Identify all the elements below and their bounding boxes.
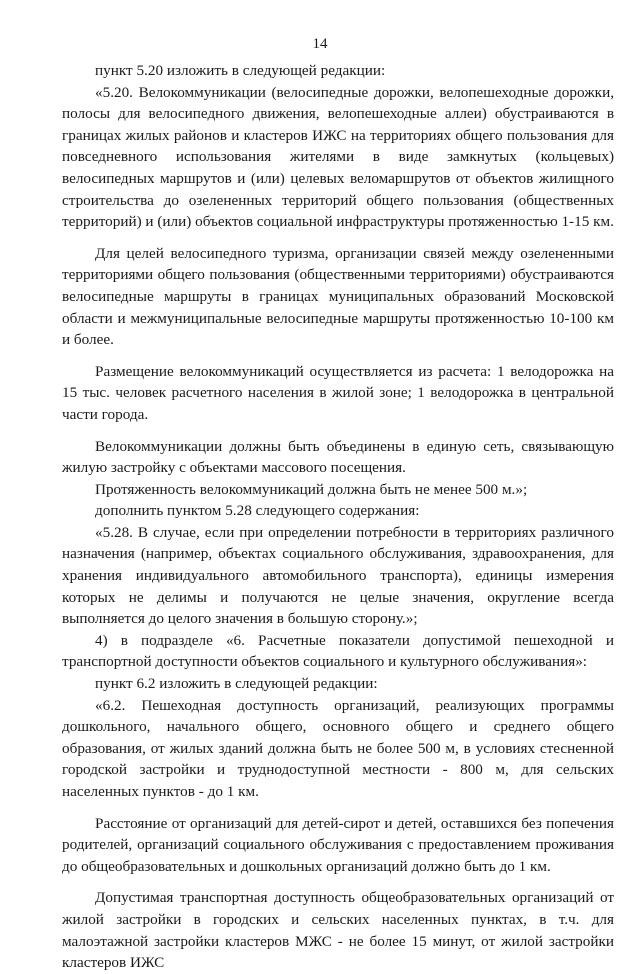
paragraph-intro-6-2: пункт 6.2 изложить в следующей редакции: — [95, 675, 378, 693]
paragraph-length: Протяженность велокоммуникаций должна быть не менее 500 м.»; — [95, 480, 528, 498]
page-number: 14 — [312, 36, 328, 52]
paragraph-5-28-text: «5.28. В случае, если при определении потребности в территориях различного назначения (например, объектах социального обслуживания, здравоохранения, для хранения индивидуального автомобильного транспорта), единицы измерения которых не делимы и получаются не целые значения, округление всегда выполняется до целого значения в большую сторону.»; — [62, 523, 614, 628]
document-body — [62, 60, 614, 974]
paragraph-5-20-text: «5.20. Велокоммуникации (велосипедные дорожки, велопешеходные дорожки, полосы для велосипедного движения, велопешеходные аллеи) обустраиваются в границах жилых районов и кластеров ИЖС на территориях общего пользования для повседневного использования жителями в виде замкнутых (кольцевых) велосипедных маршрутов и (или) целевых веломаршрутов от объектов жилищного строительства до озелененных территорий общего пользования (общественных территорий) и (или) объектов социальной инфраструктуры протяженностью 1-15 км. — [62, 83, 614, 231]
paragraph-orphan-organizations: Расстояние от организаций для детей-сирот и детей, оставшихся без попечения родителей, организаций социального обслуживания с предоставлением проживания до общеобразовательных и дошкольных организаций должно быть до 1 км. — [62, 814, 614, 875]
paragraph-6-2-text: «6.2. Пешеходная доступность организаций, реализующих программы дошкольного, начального общего, основного общего и среднего общего образования, от жилых зданий должна быть не более 500 м, в условиях стесненной городской застройки и труднодоступной местности - 800 м, для сельских населенных пунктов - до 1 км. — [62, 696, 614, 800]
paragraph-add-5-28: дополнить пунктом 5.28 следующего содержания: — [95, 502, 420, 520]
paragraph-unified-network: Велокоммуникации должны быть объединены в единую сеть, связывающую жилую застройку с объектами массового посещения. — [62, 437, 614, 477]
paragraph-placement-rate: Размещение велокоммуникаций осуществляется из расчета: 1 велодорожка на 15 тыс. человек расчетного населения в жилой зоне; 1 велодорожка в центральной части города. — [62, 362, 614, 423]
paragraph-subsection-6: 4) в подразделе «6. Расчетные показатели допустимой пешеходной и транспортной доступности объектов социального и культурного обслуживания»: — [62, 631, 614, 671]
paragraph-cycling-tourism: Для целей велосипедного туризма, организации связей между озелененными территориями общего пользования (общественными территориями) обустраиваются велосипедные маршруты в границах муниципальных образований Московской области и межмуниципальные велосипедные маршруты протяженностью 10-100 км и более. — [62, 244, 614, 349]
paragraph-intro-5-20: пункт 5.20 изложить в следующей редакции: — [95, 62, 386, 79]
paragraph-transport-access: Допустимая транспортная доступность общеобразовательных организаций от жилой застройки в городских и сельских населенных пунктах, в т.ч. для малоэтажной застройки кластеров МЖС - не более 15 минут, от жилой застройки кластеров ИЖС — [62, 889, 614, 972]
